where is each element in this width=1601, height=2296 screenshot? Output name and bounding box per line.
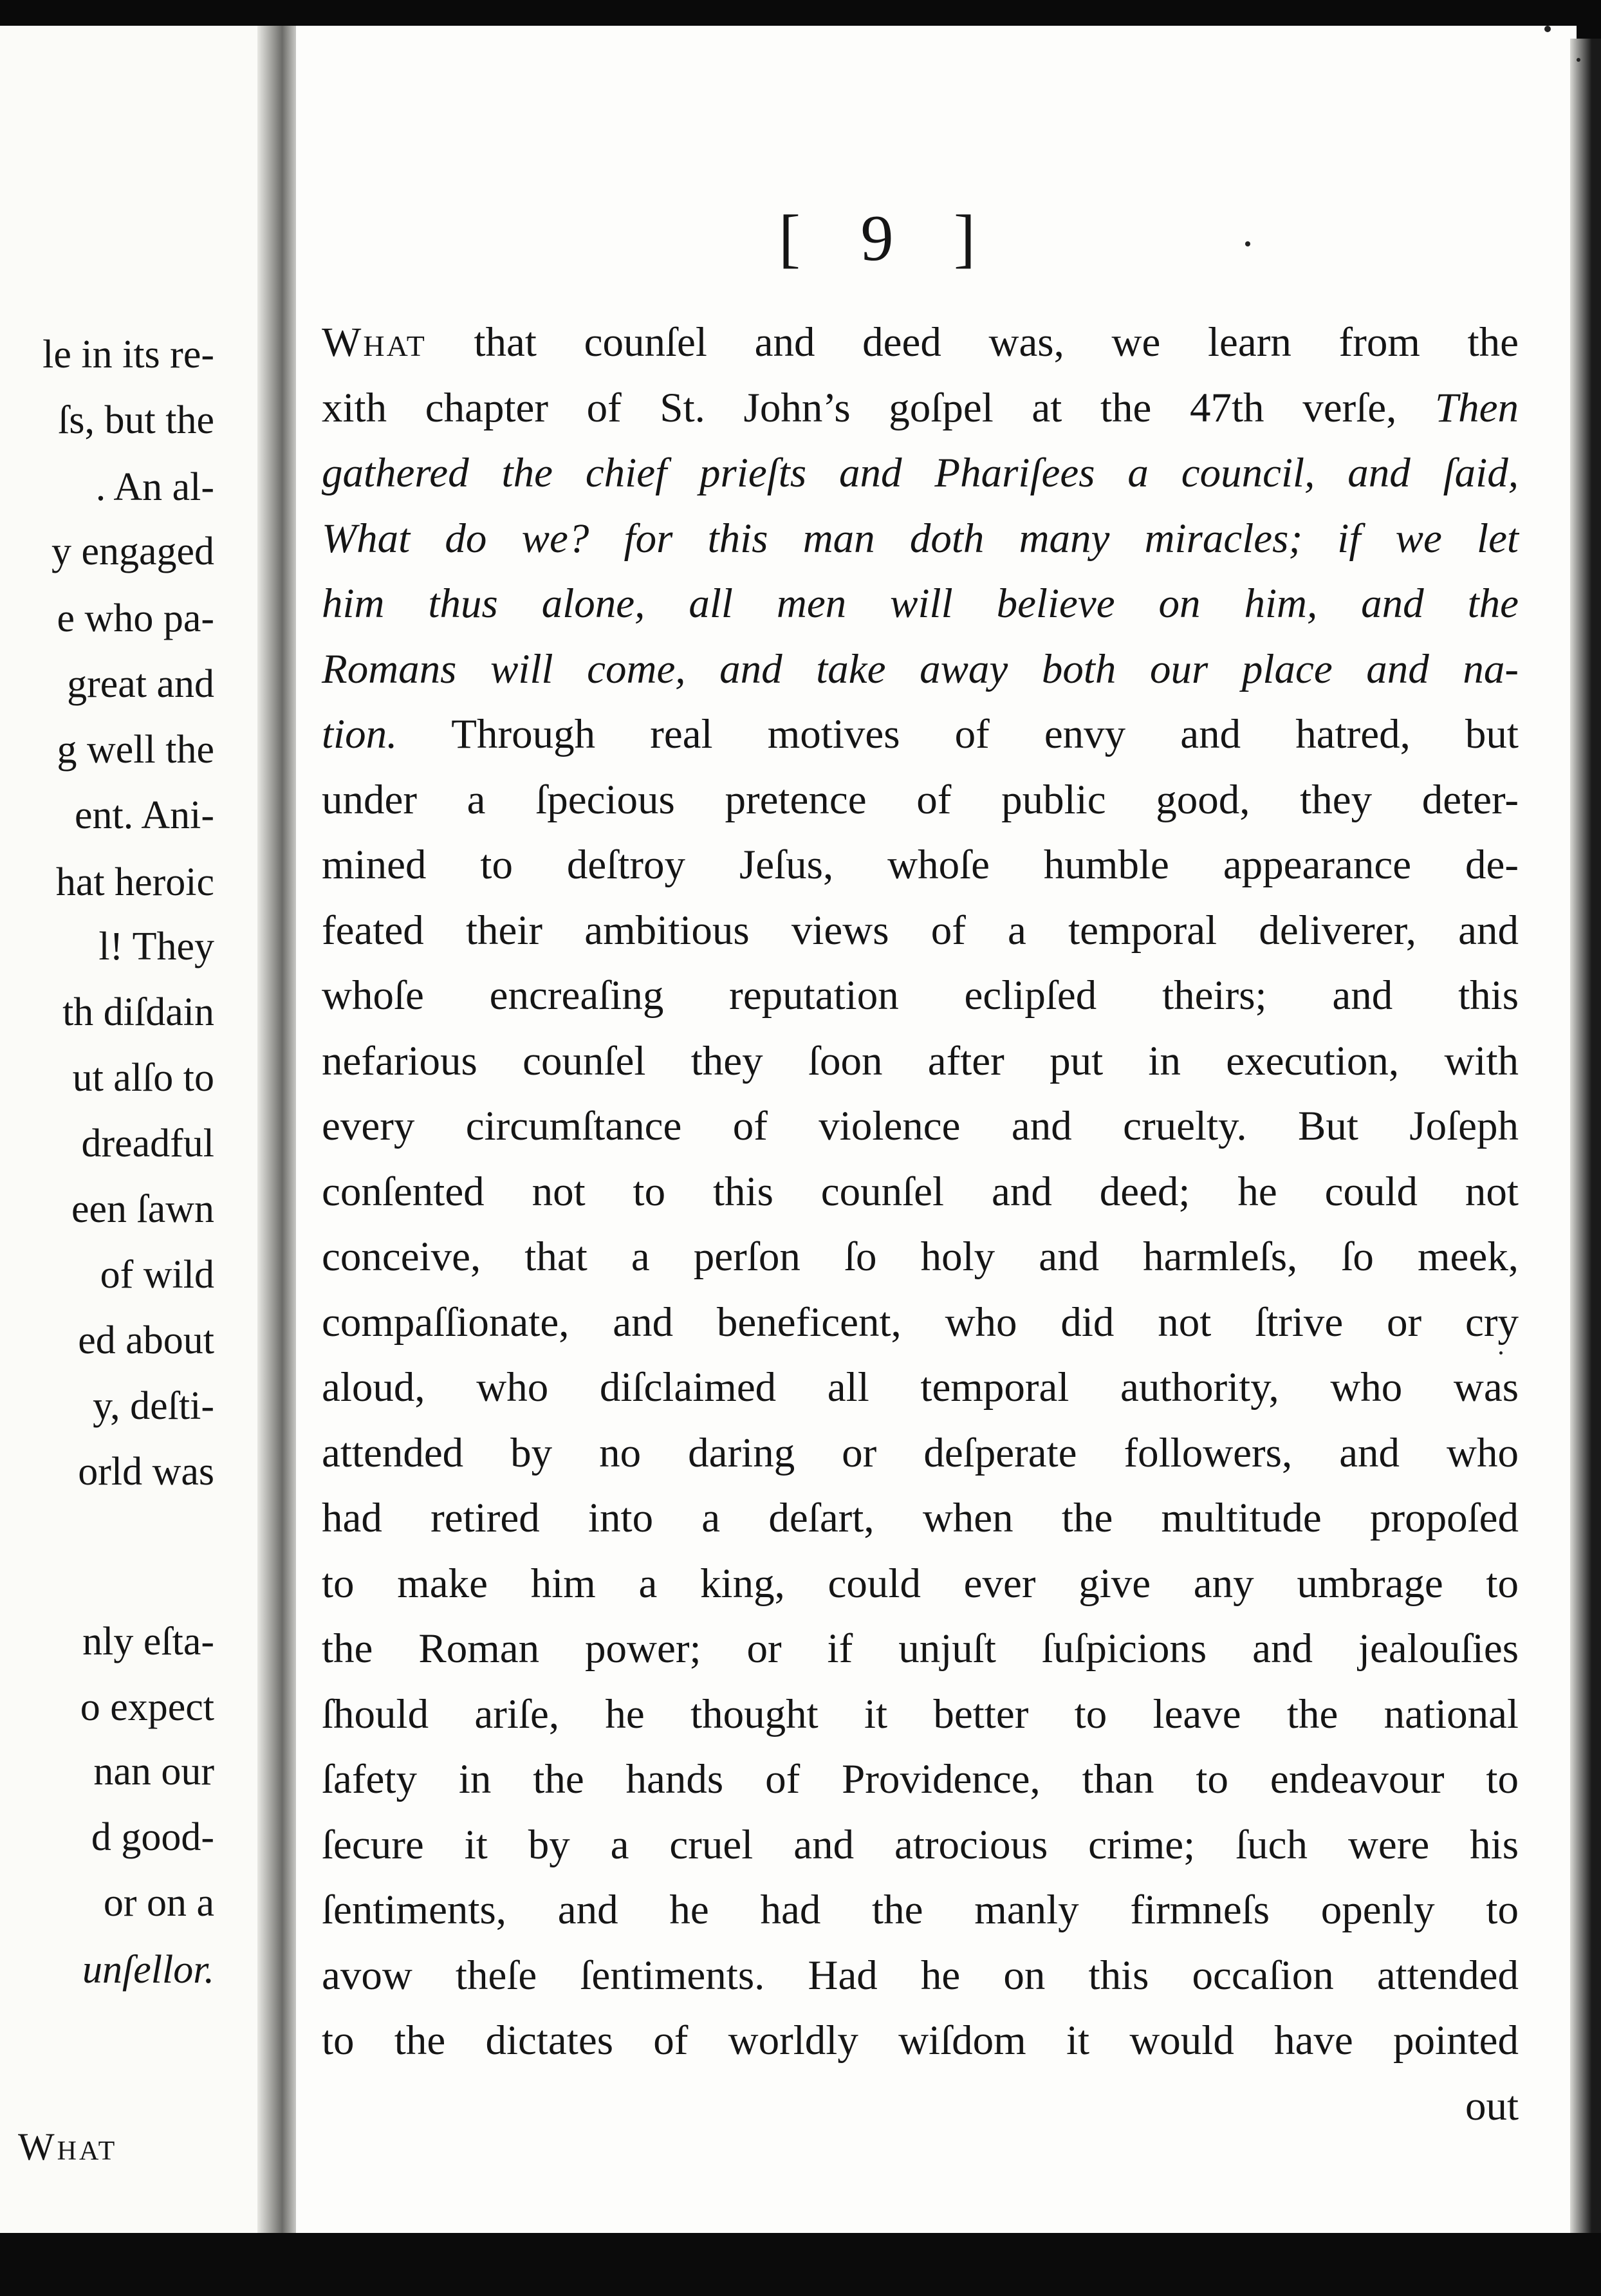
left-page-line: of wild (100, 1253, 214, 1297)
italic-run: him thus alone, all men will believe on him, and the (322, 580, 1519, 627)
text-run: feated their ambitious views of a temporal deliverer, and (322, 907, 1519, 954)
page-edge-right (1570, 39, 1601, 2239)
italic-run: What do we? for this man doth many miracles; if we let (322, 515, 1519, 562)
text-run: had retired into a deſart, when the multitude propoſed (322, 1495, 1519, 1541)
text-run: xith chapter of St. John’s goſpel at the 47th verſe, (322, 385, 1435, 431)
left-page-line: ent. Ani- (75, 793, 214, 837)
text-line (322, 907, 1519, 954)
left-page-line: le in its re- (42, 333, 214, 376)
text-line (322, 646, 1519, 692)
italic-run: Romans will come, and take away both our place and na- (322, 646, 1519, 692)
text-line (322, 319, 1519, 366)
page-number: [ 9 ] (779, 202, 997, 275)
left-page-line: ſs, but the (58, 398, 214, 442)
left-page-line: d good- (91, 1815, 214, 1859)
text-run: Through real motives of envy and hatred, but (397, 711, 1519, 757)
left-page-line: e who pa- (57, 597, 214, 640)
left-page-line: o expect (80, 1685, 214, 1729)
left-page-line: orld was (78, 1450, 214, 1494)
left-page-line: great and (67, 662, 214, 706)
left-page-line: th diſdain (62, 990, 214, 1034)
left-page-line: nly eſta- (82, 1620, 214, 1663)
text-line (322, 515, 1519, 562)
text-line (322, 580, 1519, 627)
text-line (322, 1952, 1519, 1999)
text-line (322, 711, 1519, 757)
text-line (322, 1171, 1519, 1213)
left-page-line: ed about (78, 1319, 214, 1362)
text-run: attended by no daring or deſperate followers, and who (322, 1430, 1519, 1476)
italic-run: Then (1435, 385, 1519, 431)
small-caps-run: What (322, 319, 427, 366)
left-page-line: l! They (98, 925, 214, 968)
text-line (322, 779, 1519, 821)
text-run: whoſe encreaſing reputation eclipſed theirs; and this (322, 972, 1519, 1019)
scan-speck (1499, 1351, 1503, 1355)
text-run: aloud, who diſclaimed all temporal authority, who was (322, 1364, 1519, 1411)
left-facing-page (0, 26, 261, 2239)
text-line (322, 387, 1519, 429)
left-page-line: . An al- (95, 465, 214, 509)
text-line (322, 1824, 1519, 1866)
text-line (322, 1236, 1519, 1278)
text-line (322, 1038, 1519, 1084)
text-run: to the dictates of worldly wiſdom it would have pointed (322, 2017, 1519, 2064)
text-run: avow theſe ſentiments. Had he on this occaſion attended (322, 1952, 1519, 1999)
left-page-line: ut alſo to (72, 1056, 214, 1100)
text-line (322, 1432, 1519, 1474)
left-page-line: g well the (57, 728, 214, 772)
catchword: out (1465, 2083, 1519, 2129)
scan-speck (1577, 58, 1580, 62)
text-line (322, 1497, 1519, 1539)
text-line (322, 1625, 1519, 1672)
text-run: ſafety in the hands of Providence, than to endeavour to (322, 1756, 1519, 1802)
left-page-line: y, deſti- (93, 1384, 214, 1428)
italic-run: gathered the chief prieſts and Phariſees a council, and ſaid, (322, 450, 1519, 496)
text-run: to make him a king, could ever give any umbrage to (322, 1560, 1519, 1607)
scan-speck (1245, 241, 1250, 246)
text-line (322, 1691, 1519, 1737)
left-page-line: dreadful (81, 1122, 214, 1165)
text-line (322, 452, 1519, 494)
text-line (322, 2017, 1519, 2064)
text-run: compaſſionate, and beneficent, who did not ſtrive or cry (322, 1299, 1519, 1346)
left-catchword: What (18, 2125, 118, 2168)
text-run: mined to deſtroy Jeſus, whoſe humble appearance de- (322, 842, 1519, 888)
left-page-line: y engaged (51, 530, 214, 573)
text-run: ſentiments, and he had the manly firmneſs openly to (322, 1887, 1519, 1933)
text-line (322, 844, 1519, 886)
left-page-line: hat heroic (55, 860, 214, 904)
text-run: conſented not to this counſel and deed; he could not (322, 1169, 1519, 1215)
left-page-line: nan our (93, 1750, 214, 1793)
text-run: conceive, that a perſon ſo holy and harmleſs, ſo meek, (322, 1234, 1519, 1280)
left-page-line: unſellor. (82, 1948, 214, 1992)
text-line (322, 1889, 1519, 1931)
text-line (322, 1299, 1519, 1346)
text-line (322, 1560, 1519, 1607)
italic-run: tion. (322, 711, 398, 757)
left-page-line: or on a (103, 1881, 214, 1925)
text-line (322, 1103, 1519, 1149)
text-run: that counſel and deed was, we learn from the (426, 319, 1519, 366)
text-run: the Roman power; or if unjuſt ſuſpicions and jealouſies (322, 1625, 1519, 1672)
text-line (322, 1756, 1519, 1802)
text-run: ſecure it by a cruel and atrocious crime; ſuch were his (322, 1822, 1519, 1868)
text-line (322, 972, 1519, 1019)
text-line (322, 1364, 1519, 1411)
text-run: nefarious counſel they ſoon after put in execution, with (322, 1038, 1519, 1084)
scan-speck (1544, 26, 1551, 32)
text-run: ſhould ariſe, he thought it better to leave the national (322, 1691, 1519, 1737)
left-page-line: een ſawn (71, 1187, 214, 1231)
text-run: under a ſpecious pretence of public good, they deter- (322, 777, 1519, 823)
text-run: every circumſtance of violence and cruelty. But Joſeph (322, 1103, 1519, 1149)
scan-border-bottom (0, 2233, 1601, 2296)
